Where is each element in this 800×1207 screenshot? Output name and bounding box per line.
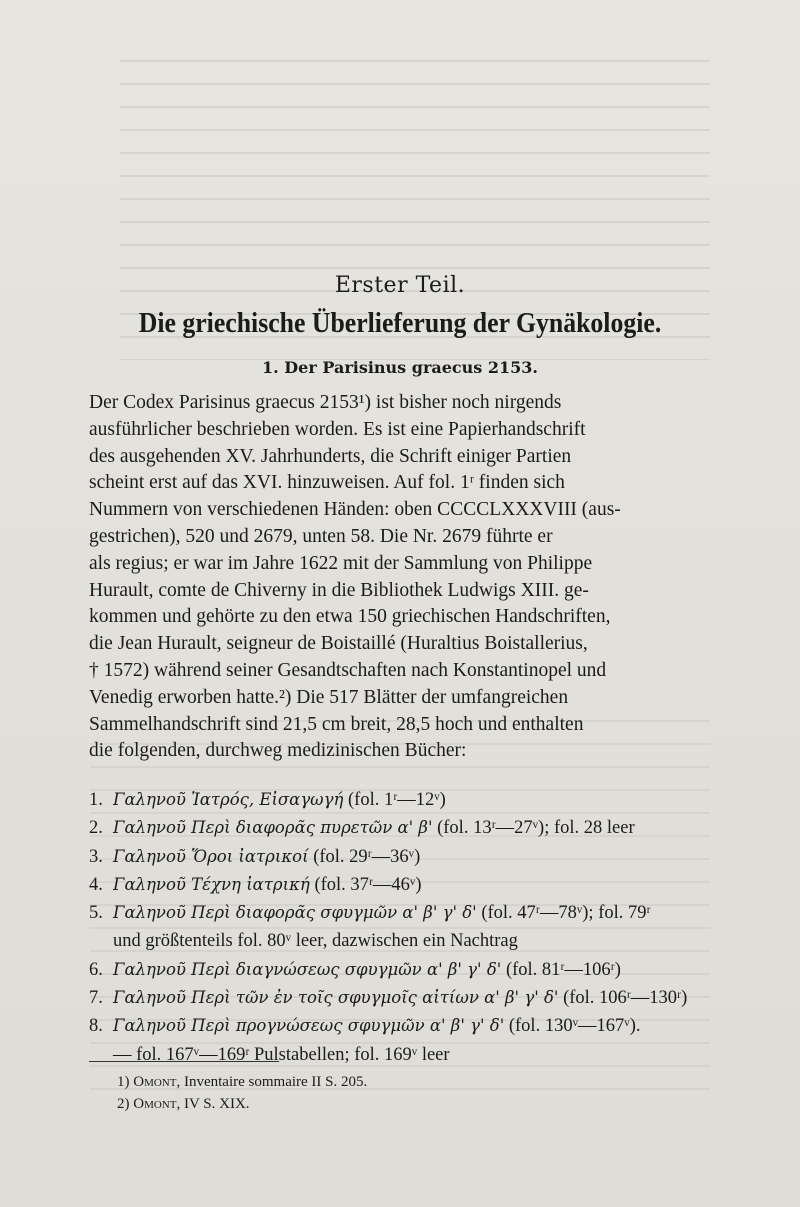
item-folio: (fol. 106ʳ—130ʳ) — [558, 988, 688, 1009]
item-folio: (fol. 1ʳ—12ᵛ) — [343, 790, 446, 810]
body-paragraph — [89, 390, 711, 765]
footnotes — [117, 1071, 367, 1115]
list-item-continuation — [89, 1041, 719, 1069]
body-line: Sammelhandschrift sind 21,5 cm breit, 28,5 hoch und enthalten — [89, 713, 584, 735]
footnote — [117, 1093, 367, 1115]
item-folio: — fol. 167ᵛ—169ʳ Pulstabellen; fol. 169ᵛ leer — [113, 1044, 450, 1065]
footnote — [117, 1071, 367, 1093]
footnote-text: , IV S. XIX. — [176, 1096, 250, 1112]
greek-title: Γαληνοῦ Ἰατρός, Εἰσαγωγή — [113, 790, 344, 809]
item-number: 1. — [89, 790, 103, 810]
list-item — [89, 871, 719, 899]
item-folio: (fol. 37ʳ—46ᵛ) — [309, 874, 422, 895]
item-number: 6. — [89, 959, 103, 980]
chapter-title: Die griechische Überlieferung der Gynäkologie. — [138, 308, 662, 339]
item-folio: (fol. 13ʳ—27ᵛ); fol. 28 leer — [432, 818, 635, 839]
item-number: 3. — [89, 846, 103, 867]
greek-title: Γαληνοῦ Περὶ διαγνώσεως σφυγμῶν α' β' γ' δ' — [113, 959, 502, 979]
body-line: gestrichen), 520 und 2679, unten 58. Die Nr. 2679 führte er — [89, 525, 553, 547]
part-heading: Erster Teil. — [334, 273, 466, 298]
greek-title: Γαληνοῦ Περὶ διαφορᾶς πυρετῶν α' β' — [113, 818, 433, 838]
list-item — [89, 984, 719, 1012]
body-line: als regius; er war im Jahre 1622 mit der Sammlung von Philippe — [89, 552, 593, 574]
footnote-author: Omont — [133, 1096, 177, 1112]
greek-title: Γαληνοῦ Περὶ προγνώσεως σφυγμῶν α' β' γ' δ' — [113, 1016, 505, 1036]
footnote-mark: 1) — [117, 1074, 130, 1090]
body-line: Nummern von verschiedenen Händen: oben CCCCLXXXVIII (aus- — [89, 499, 621, 521]
body-line: Hurault, comte de Chiverny in die Bibliothek Ludwigs XIII. ge- — [89, 579, 589, 601]
greek-title: Γαληνοῦ Ὅροι ἰατρικοί — [113, 846, 309, 866]
body-line: die Jean Hurault, seigneur de Boistaillé (Huraltius Boistallerius, — [89, 633, 588, 655]
footnote-text: , Inventaire sommaire II S. 205. — [176, 1074, 368, 1090]
list-item — [89, 843, 719, 871]
body-line: Der Codex Parisinus graecus 2153¹) ist bisher noch nirgends — [89, 392, 562, 413]
item-number: 5. — [89, 903, 103, 924]
list-item — [89, 899, 719, 927]
body-line: des ausgehenden XV. Jahrhunderts, die Schrift einiger Partien — [89, 445, 572, 467]
footnote-author: Omont — [133, 1074, 177, 1090]
body-line: kommen und gehörte zu den etwa 150 griechischen Handschriften, — [89, 606, 611, 628]
item-folio: und größtenteils fol. 80ᵛ leer, dazwischen ein Nachtrag — [113, 931, 518, 952]
item-folio: (fol. 47ʳ—78ᵛ); fol. 79ʳ — [476, 903, 651, 924]
list-item — [89, 1012, 719, 1040]
list-item-continuation — [89, 927, 719, 955]
list-item — [89, 956, 719, 984]
greek-title: Γαληνοῦ Περὶ τῶν ἐν τοῖς σφυγμοῖς αἰτίων α' β' γ' δ' — [113, 988, 559, 1008]
manuscript-contents-list — [89, 786, 719, 1069]
item-folio: (fol. 29ʳ—36ᵛ) — [308, 846, 421, 867]
section-heading — [0, 358, 800, 377]
item-folio: (fol. 130ᵛ—167ᵛ). — [504, 1016, 641, 1037]
body-line: ausführlicher beschrieben worden. Es ist eine Papierhandschrift — [89, 418, 586, 440]
section-number: 1. — [262, 358, 279, 377]
body-line: Venedig erworben hatte.²) Die 517 Blätter der umfangreichen — [89, 686, 569, 708]
section-title: Der Parisinus graecus 2153. — [284, 358, 538, 377]
greek-title: Γαληνοῦ Τέχνη ἰατρική — [113, 874, 310, 894]
item-number: 8. — [89, 1016, 103, 1037]
footnote-mark: 2) — [117, 1096, 130, 1112]
body-line: scheint erst auf das XVI. hinzuweisen. Auf fol. 1ʳ finden sich — [89, 472, 565, 494]
footnote-divider — [89, 1061, 279, 1062]
item-folio: (fol. 81ʳ—106ʳ) — [501, 959, 621, 980]
list-item — [89, 814, 719, 842]
body-line: † 1572) während seiner Gesandtschaften nach Konstantinopel und — [89, 659, 607, 681]
greek-title: Γαληνοῦ Περὶ διαφορᾶς σφυγμῶν α' β' γ' δ' — [113, 903, 477, 923]
item-number: 4. — [89, 874, 103, 895]
list-item — [89, 786, 719, 814]
item-number: 2. — [89, 818, 103, 839]
item-number: 7. — [89, 988, 103, 1009]
body-line: die folgenden, durchweg medizinischen Bücher: — [89, 740, 467, 762]
